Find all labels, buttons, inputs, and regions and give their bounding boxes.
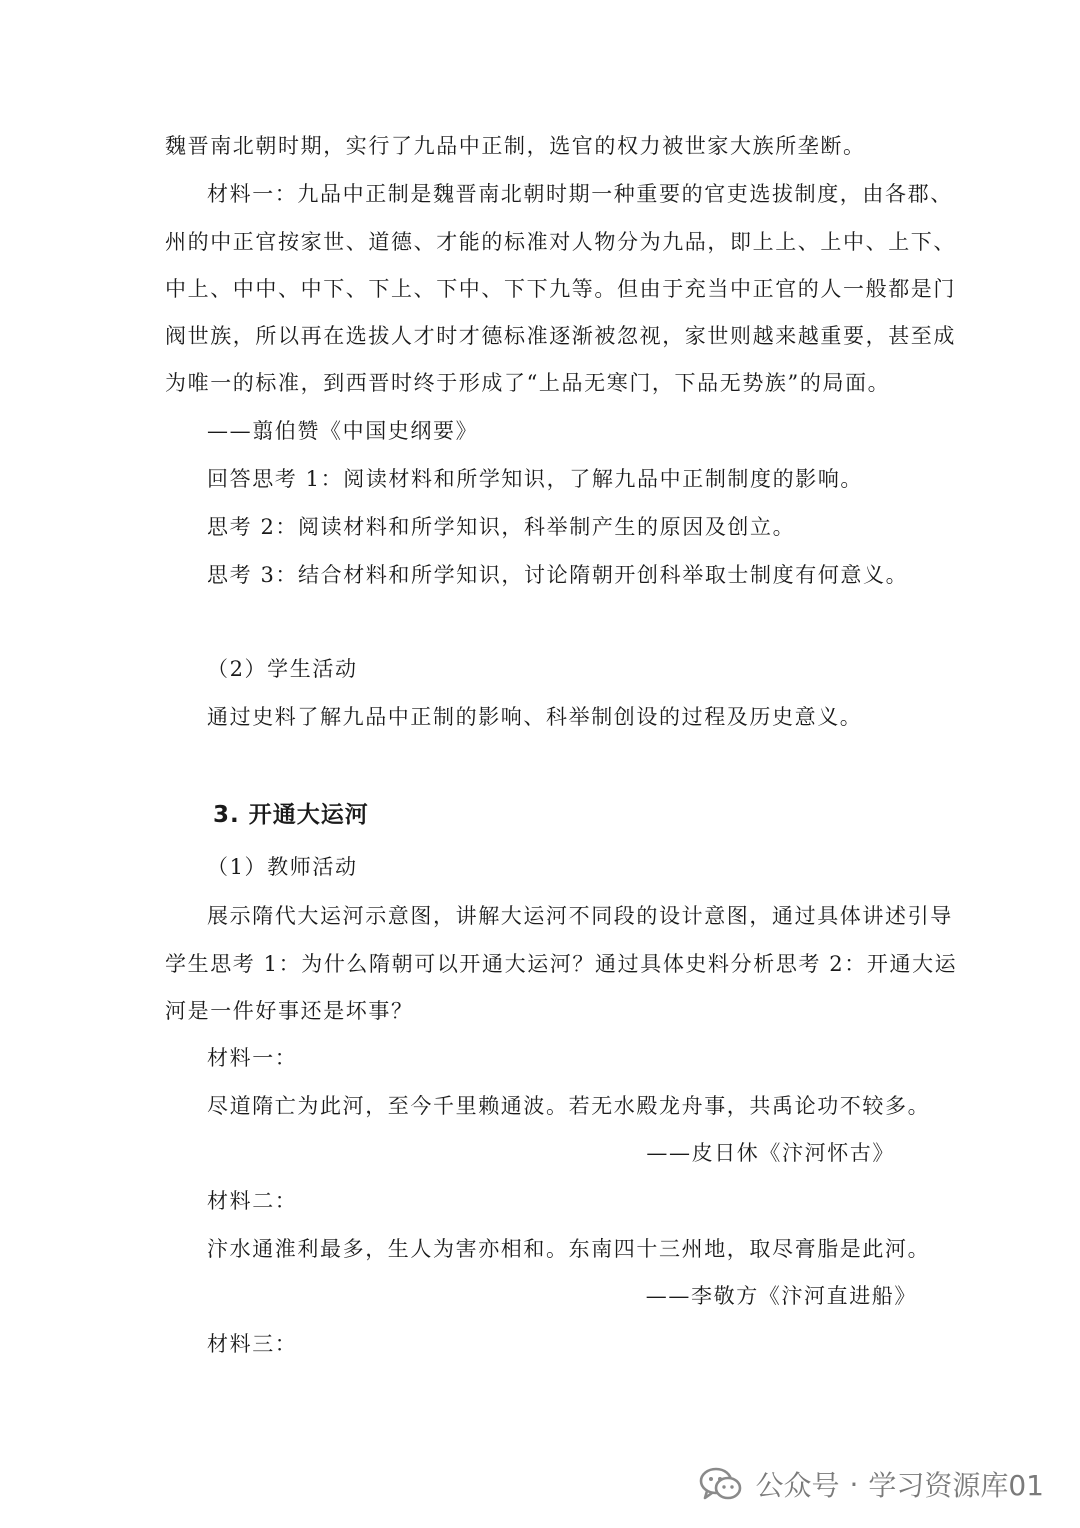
watermark-account: 学习资源库01	[868, 1469, 1044, 1502]
subsection-title: （1）教师活动	[207, 855, 358, 879]
citation: ——翦伯赞《中国史纲要》	[207, 419, 479, 443]
paragraph-line: 为唯一的标准，到西晋时终于形成了“上品无寒门，下品无势族”的局面。	[165, 371, 891, 395]
subsection-title: （2）学生活动	[207, 657, 358, 681]
citation: ——皮日休《汴河怀古》	[646, 1141, 895, 1165]
paragraph-line: 州的中正官按家世、道德、才能的标准对人物分为九品，即上上、上中、上下、	[165, 230, 956, 254]
paragraph-line: 魏晋南北朝时期，实行了九品中正制，选官的权力被世家大族所垄断。	[165, 134, 866, 158]
section-heading: 3. 开通大运河	[213, 802, 369, 828]
paragraph-line: 河是一件好事还是坏事？	[165, 999, 414, 1023]
wechat-icon	[699, 1466, 743, 1502]
material-label: 材料三：	[207, 1332, 298, 1356]
paragraph-line: 阀世族，所以再在选拔人才时才德标准逐渐被忽视，家世则越来越重要，甚至成	[165, 324, 956, 348]
material-label: 材料一：	[207, 1046, 298, 1070]
watermark	[699, 1462, 1044, 1506]
question-line: 回答思考 1：阅读材料和所学知识，了解九品中正制制度的影响。	[207, 467, 864, 491]
question-line: 思考 2：阅读材料和所学知识，科举制产生的原因及创立。	[207, 515, 796, 539]
watermark-separator: ·	[849, 1467, 859, 1501]
poem-line: 尽道隋亡为此河，至今千里赖通波。若无水殿龙舟事，共禹论功不较多。	[207, 1094, 931, 1118]
paragraph-line: 学生思考 1：为什么隋朝可以开通大运河？通过具体史料分析思考 2：开通大运	[165, 952, 958, 976]
watermark-label: 公众号	[755, 1469, 840, 1502]
paragraph-line: 展示隋代大运河示意图，讲解大运河不同段的设计意图，通过具体讲述引导	[207, 904, 953, 928]
material-one-line: 材料一：九品中正制是魏晋南北朝时期一种重要的官吏选拔制度，由各郡、	[207, 182, 953, 206]
paragraph-line: 通过史料了解九品中正制的影响、科举制创设的过程及历史意义。	[207, 705, 863, 729]
material-label: 材料二：	[207, 1189, 298, 1213]
question-line: 思考 3：结合材料和所学知识，讨论隋朝开创科举取士制度有何意义。	[207, 563, 909, 587]
citation: ——李敬方《汴河直进船》	[645, 1284, 917, 1308]
paragraph-line: 中上、中中、中下、下上、下中、下下九等。但由于充当中正官的人一般都是门	[165, 277, 956, 301]
poem-line: 汴水通淮利最多，生人为害亦相和。东南四十三州地，取尽膏脂是此河。	[207, 1237, 931, 1261]
